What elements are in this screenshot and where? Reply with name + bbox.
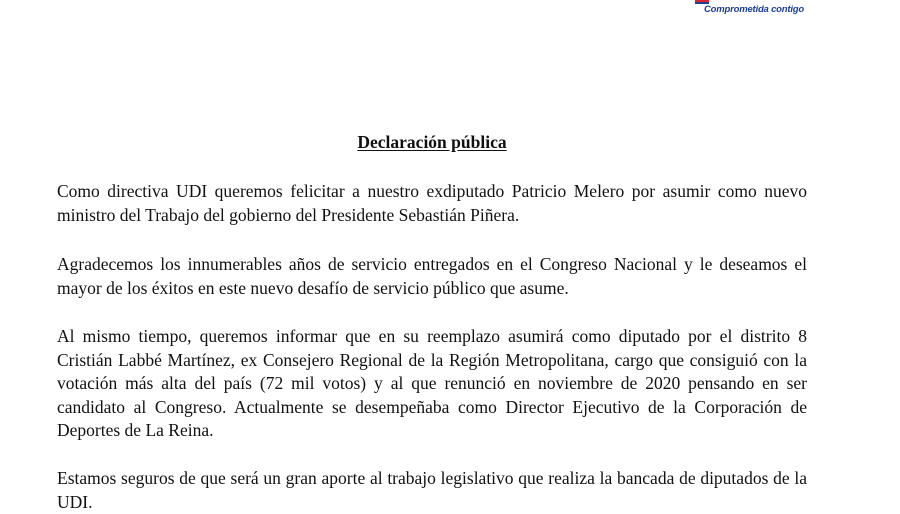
- paragraph-gratitude: Agradecemos los innumerables años de servicio entregados en el Congreso Nacional y le deseamos el mayor de los éxitos en este nuevo desafío de servicio público que asume.: [57, 254, 807, 298]
- paragraph-closing: Estamos seguros de que será un gran aporte al trabajo legislativo que realiza la bancada de diputados de la UDI.: [57, 468, 807, 512]
- udi-logo: [690, 0, 804, 20]
- paragraph-replacement: Al mismo tiempo, queremos informar que en su reemplazo asumirá como diputado por el distrito 8 Cristián Labbé Martínez, ex Consejero Regional de la Región Metropolitana, cargo que consiguió con la votación más alta del país (72 mil votos) y al que renunció en noviembre de 2020 pensando en ser candidato al Congreso. Actualmente se desempeñaba como Director Ejecutivo de la Corporación de Deportes de La Reina.: [57, 326, 807, 440]
- logo-tagline: Comprometida contigo: [704, 4, 804, 15]
- paragraph-congratulations: Como directiva UDI queremos felicitar a nuestro exdiputado Patricio Melero por asumir como nuevo ministro del Trabajo del gobierno del Presidente Sebastián Piñera.: [57, 181, 807, 225]
- document-title: Declaración pública: [357, 132, 507, 152]
